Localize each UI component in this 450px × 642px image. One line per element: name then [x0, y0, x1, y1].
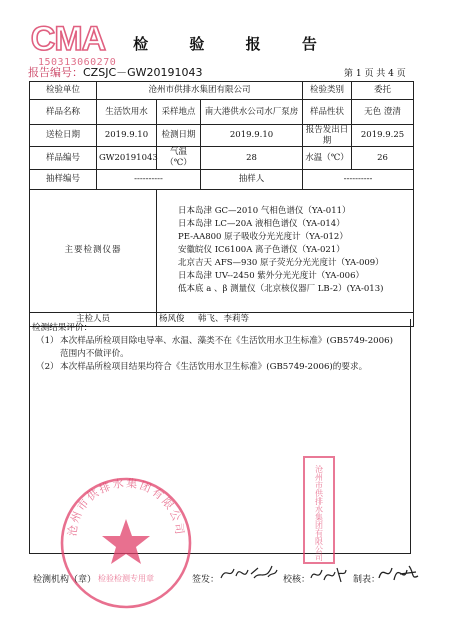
report-number-label: 报告编号： — [28, 66, 83, 79]
table-row — [30, 147, 414, 169]
cell-label: 样品编号 — [30, 147, 97, 169]
cell-value: 委托 — [352, 82, 414, 100]
preparer-signature — [376, 558, 422, 588]
table-row — [30, 100, 414, 125]
instruments-label: 主要检测仪器 — [30, 189, 157, 312]
report-title: 检 验 报 告 — [133, 35, 335, 53]
cell-value: 2019.9.10 — [201, 125, 303, 147]
conclusion-item-1-cont: 范围内不做评价。 — [60, 349, 129, 359]
seal-arc-text: 沧州市供排水集团有限公司 — [65, 476, 187, 538]
cell-value: 南大港供水公司水厂泵房 — [201, 100, 303, 125]
instruments-list — [157, 189, 414, 312]
cell-label: 样品名称 — [30, 100, 97, 125]
table-row — [30, 125, 414, 147]
instrument-item: PE-AA800 原子吸收分光光度计（YA-012） — [178, 232, 348, 242]
cell-label: 送检日期 — [30, 125, 97, 147]
cma-cert-number: 150313060270 — [38, 57, 117, 68]
cell-value: 26 — [352, 147, 414, 169]
instrument-item: 北京吉天 AFS—930 原子荧光分光光度计（YA-009） — [178, 258, 384, 268]
conclusion-item-text: 本次样品所检项目除电导率、水温、藻类不在《生活饮用水卫生标准》(GB5749-2006) — [60, 336, 393, 346]
cell-value: 28 — [201, 147, 303, 169]
report-number — [28, 64, 203, 80]
report-info-table — [29, 81, 414, 327]
table-row — [30, 169, 414, 189]
cell-label: 采样地点 — [157, 100, 201, 125]
footer-check-label: 校核： — [283, 575, 311, 585]
cell-value: 沧州市供排水集团有限公司 — [97, 82, 303, 100]
table-row — [30, 189, 414, 312]
table-row — [30, 82, 414, 100]
side-stamp-text: 沧州市供排水集团有限公司 — [314, 465, 324, 561]
footer-prepare-label: 制表： — [353, 575, 381, 585]
inspection-seal — [56, 473, 196, 613]
conclusion-item-number: （1） — [36, 336, 59, 346]
cell-label: 抽样编号 — [30, 169, 97, 189]
footer-issue-label: 签发： — [192, 575, 220, 585]
report-number-value: CZSJC－GW20191043 — [83, 66, 203, 79]
cell-label: 报告发出日期 — [303, 125, 352, 147]
cell-value: 生活饮用水 — [97, 100, 157, 125]
conclusion-item-text: 本次样品所检项目结果均符合《生活饮用水卫生标准》(GB5749-2006)的要求。 — [60, 362, 368, 372]
instrument-item: 日本岛津 UV--2450 紫外分光光度计（YA-006） — [178, 271, 364, 281]
cell-label: 气温（℃） — [157, 147, 201, 169]
cell-label: 抽样人 — [201, 169, 303, 189]
cell-label: 样品性状 — [303, 100, 352, 125]
checker-signature — [308, 562, 348, 586]
cell-value: 2019.9.25 — [352, 125, 414, 147]
svg-text:CMA: CMA — [30, 20, 106, 58]
conclusion-title: 检测结果评价： — [32, 323, 93, 333]
footer-org-label: 检测机构（章） — [33, 575, 97, 585]
conclusion-item-number: （2） — [36, 362, 59, 372]
cell-value: 无色 澄清 — [352, 100, 414, 125]
personnel-label: 主检人员 — [30, 312, 157, 326]
cell-label: 检验单位 — [30, 82, 97, 100]
cell-value: 2019.9.10 — [97, 125, 157, 147]
seal-bottom-text: 检验检测专用章 — [98, 574, 154, 583]
page-info: 第 1 页 共 4 页 — [344, 69, 406, 79]
personnel-names: 杨风俊 韩飞、李莉等 — [157, 312, 414, 326]
instrument-item: 日本岛津 LC—20A 液相色谱仪（YA-014） — [178, 219, 345, 229]
conclusion-item-1 — [36, 334, 393, 346]
issuer-signature — [218, 560, 280, 586]
instrument-item: 低本底 a 、β 测量仪（北京核仪器厂 LB-2）(YA-013) — [178, 284, 384, 294]
cell-value: ---------- — [303, 169, 414, 189]
cell-label: 水温（℃） — [303, 147, 352, 169]
instrument-item: 安徽皖仪 IC6100A 离子色谱仪（YA-021） — [178, 245, 345, 255]
cell-label: 检测日期 — [157, 125, 201, 147]
side-stamp — [302, 455, 336, 565]
conclusion-item-2 — [36, 360, 367, 372]
cell-value: ---------- — [97, 169, 201, 189]
cell-value: GW20191043 — [97, 147, 157, 169]
cell-label: 检验类别 — [303, 82, 352, 100]
instrument-item: 日本岛津 GC—2010 气相色谱仪（YA-011） — [178, 206, 351, 216]
